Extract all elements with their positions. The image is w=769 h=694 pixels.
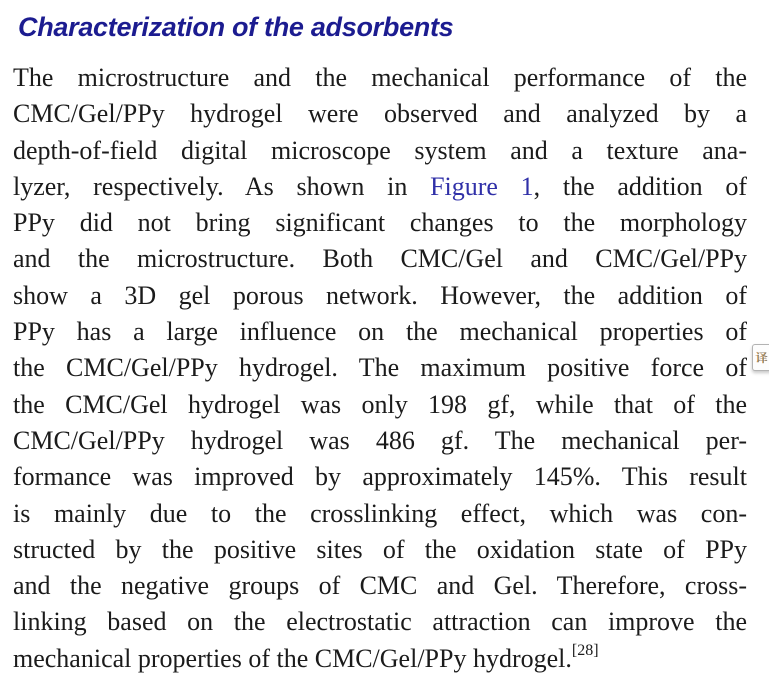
text-segment: mechanical properties of the CMC/Gel/PPy hydrogel. — [13, 643, 572, 673]
body-paragraph — [13, 60, 747, 677]
article-page — [13, 0, 747, 677]
text-line: and the negative groups of CMC and Gel. Therefore, cross- — [13, 571, 747, 601]
citation-ref-28: [28] — [571, 642, 599, 660]
text-segment: lyzer, respectively. As shown in — [13, 171, 431, 201]
section-heading: Characterization of the adsorbents — [18, 12, 454, 42]
text-line: structed by the positive sites of the oxidation state of PPy — [13, 534, 747, 564]
text-line: formance was improved by approximately 145%. This result — [13, 462, 747, 492]
text-line: PPy did not bring significant changes to the morphology — [13, 208, 747, 238]
text-line: and the microstructure. Both CMC/Gel and CMC/Gel/PPy — [13, 244, 747, 274]
text-line: linking based on the electrostatic attraction can improve the — [13, 607, 747, 637]
text-line: CMC/Gel/PPy hydrogel was 486 gf. The mechanical per- — [13, 425, 747, 455]
text-line: PPy has a large influence on the mechanical properties of — [13, 317, 747, 347]
text-line: is mainly due to the crosslinking effect, which was con- — [13, 498, 747, 528]
text-line — [13, 169, 747, 205]
text-line: CMC/Gel/PPy hydrogel were observed and analyzed by a — [13, 99, 747, 129]
text-line: the CMC/Gel hydrogel was only 198 gf, while that of the — [13, 389, 747, 419]
text-line: The microstructure and the mechanical performance of the — [13, 63, 747, 92]
text-line: depth-of-field digital microscope system and a texture ana- — [13, 135, 747, 165]
text-line: show a 3D gel porous network. However, the addition of — [13, 280, 747, 310]
translate-extension-widget[interactable] — [752, 344, 769, 371]
translate-icon: 译 — [756, 351, 769, 365]
figure-1-link[interactable]: Figure 1 — [430, 171, 534, 201]
text-line: the CMC/Gel/PPy hydrogel. The maximum positive force of — [13, 353, 747, 383]
text-segment: , the addition of — [533, 171, 747, 201]
text-line — [13, 641, 747, 677]
